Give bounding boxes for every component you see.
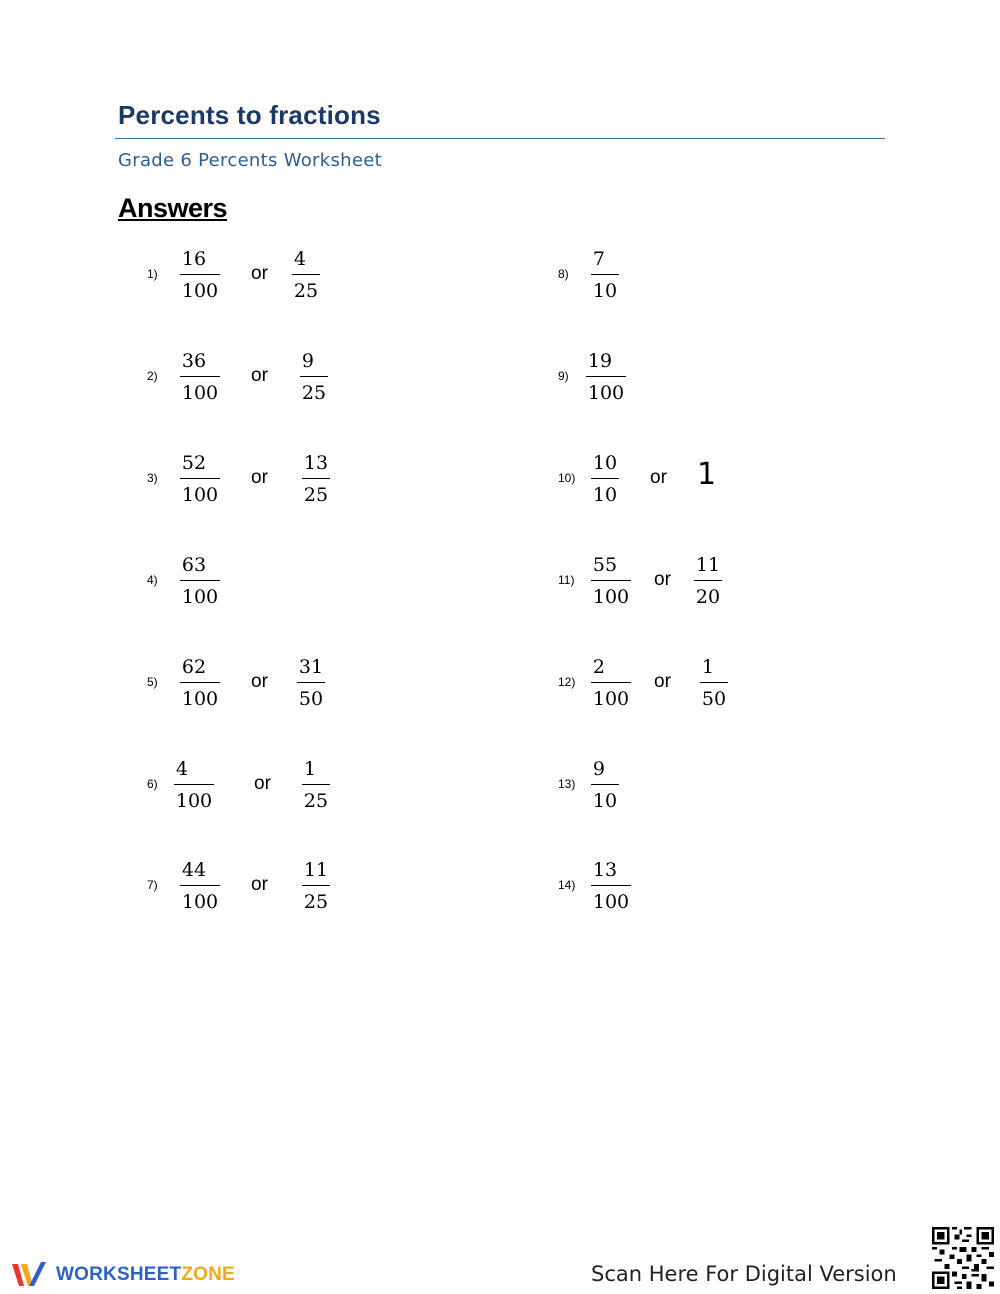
answer-item-10	[558, 451, 918, 511]
percent-fraction	[170, 247, 230, 303]
answer-number: 2)	[147, 369, 158, 383]
fraction-denominator: 100	[592, 891, 630, 913]
percent-fraction	[170, 858, 230, 914]
simplified-fraction	[286, 757, 346, 813]
fraction-denominator: 100	[181, 484, 219, 506]
fraction-denominator: 25	[303, 891, 329, 913]
percent-fraction	[164, 757, 224, 813]
answer-number: 10)	[558, 471, 576, 485]
fraction-numerator: 7	[592, 248, 605, 270]
fraction-denominator: 100	[587, 382, 625, 404]
answer-item-12	[558, 655, 918, 715]
simplified-fraction	[286, 451, 346, 507]
fraction-denominator: 100	[181, 586, 219, 608]
answer-item-11	[558, 553, 918, 613]
or-label: or	[251, 671, 268, 692]
answer-number: 8)	[558, 267, 569, 281]
scan-caption: Scan Here For Digital Version	[591, 1262, 897, 1286]
fraction-numerator: 36	[181, 350, 207, 372]
simplified-fraction	[276, 247, 336, 303]
simplified-fraction	[281, 655, 341, 711]
whole-number: 1	[697, 457, 717, 492]
fraction-denominator: 10	[592, 790, 618, 812]
fraction-denominator: 25	[303, 484, 329, 506]
answer-item-7	[147, 858, 507, 918]
answer-item-9	[558, 349, 918, 409]
answer-number: 3)	[147, 471, 158, 485]
fraction-denominator: 100	[181, 280, 219, 302]
percent-fraction	[581, 858, 641, 914]
fraction-denominator: 10	[592, 280, 618, 302]
or-label: or	[254, 773, 271, 794]
fraction-denominator: 25	[293, 280, 319, 302]
fraction-numerator: 4	[293, 248, 306, 270]
answer-number: 12)	[558, 675, 576, 689]
fraction-denominator: 100	[181, 688, 219, 710]
answer-item-8	[558, 247, 918, 307]
answer-number: 14)	[558, 878, 576, 892]
fraction-numerator: 2	[592, 656, 605, 678]
logo-w-icon	[10, 1260, 48, 1290]
fraction-numerator: 9	[592, 758, 605, 780]
or-label: or	[251, 365, 268, 386]
percent-fraction	[170, 349, 230, 405]
or-label: or	[654, 671, 671, 692]
fraction-numerator: 63	[181, 554, 207, 576]
answer-item-13	[558, 757, 918, 817]
answer-item-6	[147, 757, 507, 817]
or-label: or	[251, 874, 268, 895]
answer-number: 7)	[147, 878, 158, 892]
fraction-denominator: 100	[175, 790, 213, 812]
fraction-numerator: 55	[592, 554, 618, 576]
fraction-numerator: 19	[587, 350, 613, 372]
page-title: Percents to fractions	[118, 100, 381, 130]
fraction-numerator: 62	[181, 656, 207, 678]
fraction-numerator: 44	[181, 859, 207, 881]
answer-number: 4)	[147, 573, 158, 587]
percent-fraction	[581, 655, 641, 711]
logo-text: WORKSHEETZONE	[56, 1264, 235, 1285]
percent-fraction	[575, 247, 635, 303]
answer-number: 5)	[147, 675, 158, 689]
simplified-fraction	[678, 553, 738, 609]
simplified-fraction	[286, 858, 346, 914]
percent-fraction	[575, 451, 635, 507]
answer-number: 11)	[558, 573, 575, 587]
simplified-fraction	[684, 655, 744, 711]
answer-item-4	[147, 553, 507, 613]
fraction-denominator: 50	[298, 688, 324, 710]
answer-item-2	[147, 349, 507, 409]
fraction-denominator: 10	[592, 484, 618, 506]
answer-item-5	[147, 655, 507, 715]
worksheet-zone-logo[interactable]	[10, 1258, 235, 1292]
or-label: or	[251, 467, 268, 488]
fraction-denominator: 100	[592, 586, 630, 608]
percent-fraction	[576, 349, 636, 405]
answers-heading: Answers	[118, 193, 228, 223]
fraction-denominator: 100	[181, 891, 219, 913]
fraction-denominator: 20	[695, 586, 721, 608]
or-label: or	[654, 569, 671, 590]
answer-number: 9)	[558, 369, 569, 383]
fraction-denominator: 100	[592, 688, 630, 710]
answer-number: 13)	[558, 777, 576, 791]
or-label: or	[650, 467, 667, 488]
percent-fraction	[170, 655, 230, 711]
fraction-numerator: 16	[181, 248, 207, 270]
fraction-numerator: 52	[181, 452, 207, 474]
answer-number: 6)	[147, 777, 158, 791]
fraction-numerator: 1	[303, 758, 316, 780]
percent-fraction	[575, 757, 635, 813]
title-divider	[115, 138, 885, 139]
percent-fraction	[581, 553, 641, 609]
answer-item-14	[558, 858, 918, 918]
answer-item-1	[147, 247, 507, 307]
fraction-numerator: 10	[592, 452, 618, 474]
fraction-numerator: 11	[303, 859, 329, 881]
fraction-numerator: 13	[303, 452, 329, 474]
or-label: or	[251, 263, 268, 284]
fraction-denominator: 25	[301, 382, 327, 404]
page-subtitle: Grade 6 Percents Worksheet	[118, 150, 382, 171]
fraction-numerator: 11	[695, 554, 721, 576]
fraction-numerator: 4	[175, 758, 188, 780]
simplified-fraction	[284, 349, 344, 405]
answer-number: 1)	[147, 267, 158, 281]
fraction-denominator: 100	[181, 382, 219, 404]
fraction-numerator: 13	[592, 859, 618, 881]
qr-code-icon[interactable]	[932, 1227, 994, 1289]
fraction-numerator: 31	[298, 656, 324, 678]
fraction-denominator: 50	[701, 688, 727, 710]
fraction-numerator: 1	[701, 656, 714, 678]
fraction-denominator: 25	[303, 790, 329, 812]
percent-fraction	[170, 553, 230, 609]
percent-fraction	[170, 451, 230, 507]
fraction-numerator: 9	[301, 350, 314, 372]
answer-item-3	[147, 451, 507, 511]
